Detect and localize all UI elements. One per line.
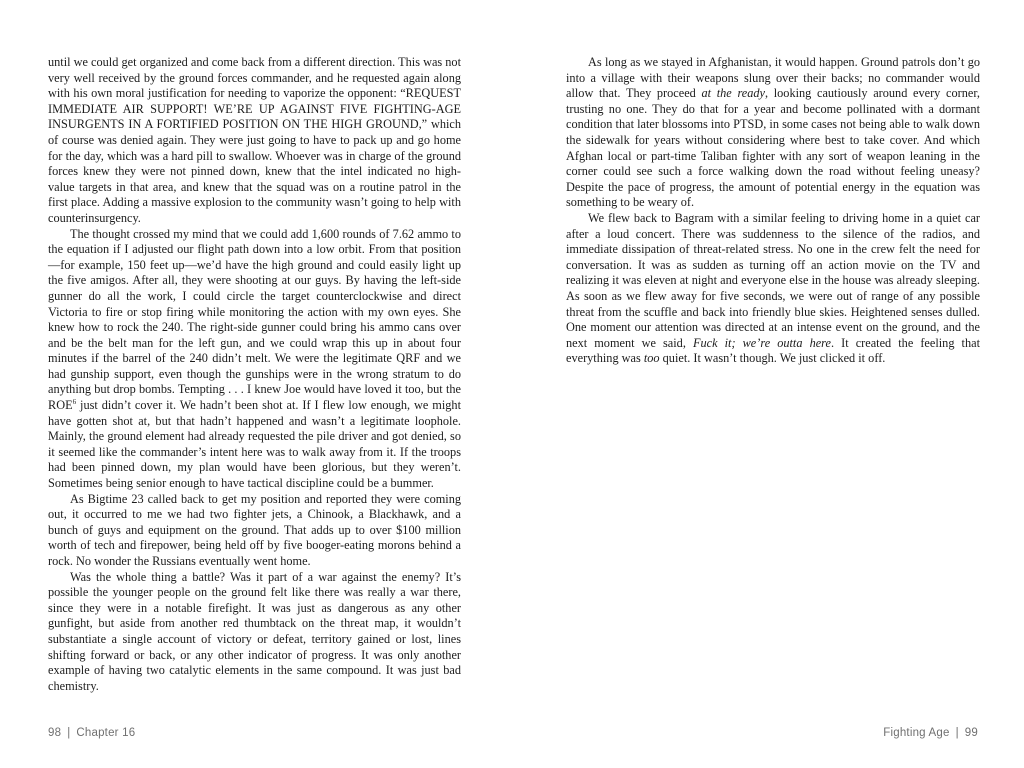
paragraph: As Bigtime 23 called back to get my position and reported they were coming out, it occurred to me we had two fighter jets, a Chinook, a Blackhawk, and a bunch of guys and equipment on the ground. That adds up to over $100 million worth of tech and firepower, being held off by five booger-eating morons behind a rock. No wonder the Russians eventually went home.	[48, 491, 461, 568]
page-footer	[48, 727, 135, 739]
paragraph-text: As long as we stayed in Afghanistan, it would happen. Ground patrols don’t go into a village with their weapons slung over their backs; no commander would allow that. They proceed	[566, 55, 980, 101]
paragraph-text: , looking cautiously around every corner, trusting no one. They do that for a year and become pollinated with a dormant condition that later blossoms into PTSD, in some cases not being able to walk down the sidewalk for years without considering where best to take cover. And which Afghan local or part-time Taliban fighter with any sort of weapon leaning in the corner could see such a force walking down the road without feeling uneasy? Despite the pace of progress, the amount of potential energy in the equation was something to be weary of.	[566, 86, 980, 210]
paragraph-text: just didn’t cover it. We hadn’t been shot at. If I flew low enough, we might have gotten shot at, but that hadn’t happened and wasn’t a legitimate loophole. Mainly, the ground element had already requested the pile driver and got denied, so it seemed like the commander’s intent here was to walk away from it. If the troops had been pinned down, my plan would have been glorious, but they weren’t. Sometimes being senior enough to have tactical discipline could be a bummer.	[48, 398, 461, 491]
paragraph	[566, 211, 980, 367]
emphasis: at the ready	[701, 86, 765, 101]
page-footer	[883, 727, 978, 739]
footer-separator: |	[67, 727, 71, 739]
right-page-body	[566, 55, 980, 367]
emphasis: Fuck it; we’re outta here	[692, 335, 831, 350]
running-head: Chapter 16	[76, 727, 136, 739]
page-number: 99	[964, 727, 978, 739]
emphasis: too	[643, 351, 660, 366]
paragraph: until we could get organized and come back from a different direction. This was not very well received by the ground forces commander, and he requested again along with his own moral justification for needing to vaporize the opponent: “REQUEST IMMEDIATE AIR SUPPORT! WE’RE UP AGAINST FIVE FIGHTING-AGE INSURGENTS IN A FORTIFIED POSITION ON THE HIGH GROUND,” which of course was denied again. They were just going to have to pack up and go home for the day, which was a hard pill to swallow. Whoever was in charge of the ground forces knew they were not pinned down, knew that the intel indicated no high-value targets in that area, and knew that the squad was on a routine patrol in the first place. Adding a massive explosion to the community wasn’t going to help with counterinsurgency.	[48, 55, 461, 225]
paragraph-text: . It created the feeling that everything was	[566, 335, 980, 366]
paragraph	[48, 227, 461, 492]
paragraph-text: quiet. It wasn’t though. We just clicked it off.	[659, 351, 886, 366]
paragraph	[566, 55, 980, 211]
page-number: 98	[48, 727, 62, 739]
paragraph-text: The thought crossed my mind that we could add 1,600 rounds of 7.62 ammo to the equation if I adjusted our flight path down into a low orbit. From that position—for example, 150 feet up—we’d have the high ground and could easily light up the five amigos. After all, they were shooting at our guys. By having the left-side gunner do all the work, I could circle the target counterclockwise and direct Victoria to fire or stop firing while monitoring the action with my own eyes. She knew how to rock the 240. The right-side gunner could bring his ammo cans over and be the belt man for the left gun, and we could wrap this up in about four minutes if the barrel of the 240 didn’t melt. We were the legitimate QRF and we had gunship support, even though the gunships were in the wrong stratum to do anything but drop bombs. Tempting . . . I knew Joe would have loved it too, but the ROE	[48, 226, 461, 413]
paragraph-text: We flew back to Bagram with a similar feeling to driving home in a quiet car after a loud concert. There was suddenness to the silence of the radios, and immediate dissipation of threat-related stress. No one in the crew felt the need for conversation. It was as sudden as turning off an action movie on the TV and realizing it was eleven at night and everyone else in the house was already sleeping. As soon as we flew away for five seconds, we were out of range of any possible threat from the scuffle and back into friendly blue skies. Heightened senses dulled. One moment our attention was directed at an intense event on the ground, and the next moment we said,	[566, 210, 980, 350]
right-page	[512, 0, 1024, 768]
footnote-reference: 6	[72, 397, 77, 406]
running-head: Fighting Age	[883, 727, 950, 739]
left-page-body	[48, 55, 461, 694]
footer-separator: |	[955, 727, 959, 739]
paragraph: Was the whole thing a battle? Was it part of a war against the enemy? It’s possible the younger people on the ground felt like there was really a war there, since they were in a notable firefight. It was just as dangerous as any other gunfight, but aside from another red thumbtack on the threat map, it wouldn’t substantiate a single account of victory or defeat, territory gained or lost, lines shifting forward or back, or any other indicator of progress. It was only another example of having two catalytic elements in the same compound. It was just bad chemistry.	[48, 569, 461, 693]
